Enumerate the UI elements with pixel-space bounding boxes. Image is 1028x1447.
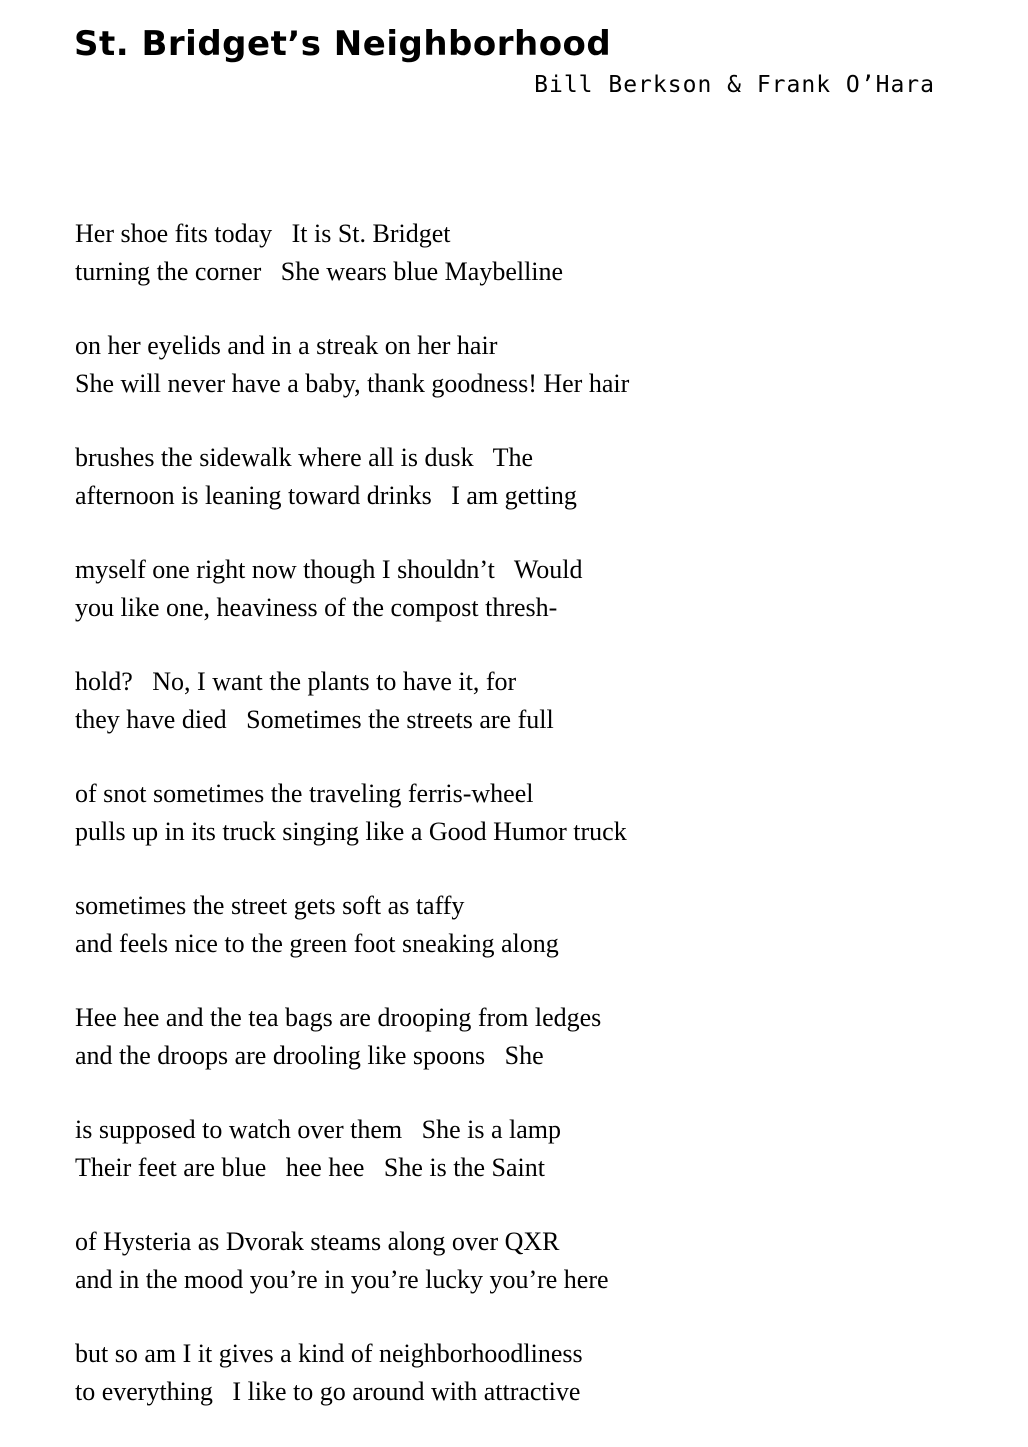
poem-line: myself one right now though I shouldn’t Would bbox=[75, 555, 583, 584]
stanza bbox=[75, 327, 975, 402]
poem-line: hold? No, I want the plants to have it, for bbox=[75, 667, 517, 696]
poem-line: brushes the sidewalk where all is dusk The bbox=[75, 443, 534, 472]
poem-line: and feels nice to the green foot sneaking along bbox=[75, 928, 559, 958]
poem-line: of Hysteria as Dvorak steams along over QXR bbox=[75, 1227, 560, 1256]
stanza bbox=[75, 1111, 975, 1186]
poem-line: Hee hee and the tea bags are drooping from ledges bbox=[75, 1003, 602, 1032]
poem-line: is supposed to watch over them She is a lamp bbox=[75, 1115, 561, 1144]
poem-line: of snot sometimes the traveling ferris-wheel bbox=[75, 779, 534, 808]
poem-line: you like one, heaviness of the compost thresh- bbox=[75, 592, 558, 622]
stanza bbox=[75, 663, 975, 738]
poem-title: St. Bridget’s Neighborhood bbox=[74, 24, 612, 64]
poem-line: Her shoe fits today It is St. Bridget bbox=[75, 219, 451, 248]
poem-line: and the droops are drooling like spoons She bbox=[75, 1040, 544, 1070]
poem-line: on her eyelids and in a streak on her hair bbox=[75, 331, 498, 360]
stanza bbox=[75, 1223, 975, 1298]
stanza bbox=[75, 887, 975, 962]
poem-line: they have died Sometimes the streets are full bbox=[75, 704, 554, 734]
poem-line: She will never have a baby, thank goodness! Her hair bbox=[75, 368, 630, 398]
poem-line: but so am I it gives a kind of neighborhoodliness bbox=[75, 1339, 583, 1368]
poem-body bbox=[75, 215, 975, 1447]
stanza bbox=[75, 551, 975, 626]
stanza bbox=[75, 999, 975, 1074]
stanza bbox=[75, 215, 975, 290]
poem-line: afternoon is leaning toward drinks I am getting bbox=[75, 480, 577, 510]
stanza bbox=[75, 775, 975, 850]
poem-line: sometimes the street gets soft as taffy bbox=[75, 891, 465, 920]
poem-line: pulls up in its truck singing like a Good Humor truck bbox=[75, 816, 627, 846]
poem-line: turning the corner She wears blue Maybelline bbox=[75, 256, 564, 286]
poem-authors: Bill Berkson & Frank O’Hara bbox=[534, 72, 935, 98]
poem-line: and in the mood you’re in you’re lucky you’re here bbox=[75, 1264, 609, 1294]
stanza bbox=[75, 439, 975, 514]
poem-line: to everything I like to go around with attractive bbox=[75, 1376, 581, 1406]
stanza bbox=[75, 1335, 975, 1410]
poem-line: Their feet are blue hee hee She is the Saint bbox=[75, 1152, 545, 1182]
